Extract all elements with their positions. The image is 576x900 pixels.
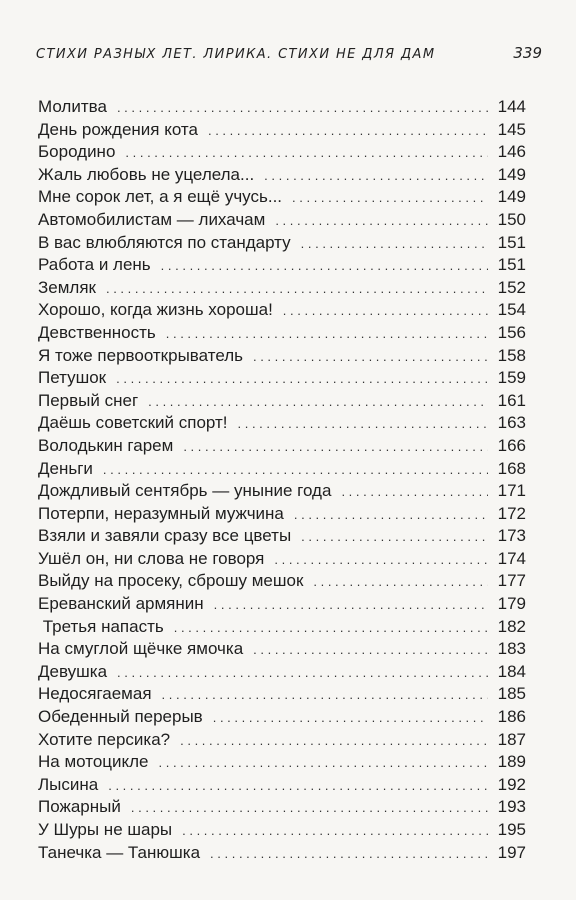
dot-leader [238,413,488,436]
toc-entry-title: Танечка — Танюшка [38,842,201,862]
toc-entry-page: 163 [497,413,526,433]
toc-entry-page: 177 [497,571,526,591]
dot-leader [161,255,488,278]
toc-entry-title: Молитва [38,97,107,116]
toc-entry [38,503,526,526]
toc-entry-page: 161 [497,390,526,410]
dot-leader [208,120,488,143]
toc-entry-page: 197 [497,842,526,862]
toc-entry-page: 146 [497,142,526,162]
dot-leader [182,820,488,843]
toc-entry [38,661,526,684]
dot-leader [103,459,488,482]
toc-entry-page: 192 [497,774,526,794]
toc-entry-title: Взяли и завяли сразу все цветы [38,526,292,546]
toc-entry-title: Мне сорок лет, а я ещё учусь... [38,187,283,207]
toc-entry-title: Потерпи, неразумный мужчина [38,503,284,523]
dot-leader [292,187,488,210]
dot-leader [301,526,488,549]
toc-entry-page: 149 [497,187,526,207]
dot-leader [148,391,488,414]
toc-entry-title: Я тоже первооткрыватель [38,345,243,365]
toc-entry-title: Ушёл он, ни слова не говоря [38,548,265,568]
toc-entry-page: 158 [497,345,526,365]
toc-entry-title: Обеденный перерыв [38,707,203,727]
toc-entry-page: 150 [497,209,526,229]
toc-entry [38,796,526,819]
toc-entry [38,435,526,458]
toc-entry-title: Девственность [38,322,156,342]
toc-entry-page: 151 [497,232,526,252]
toc-entry-title: На смуглой щёчке ямочка [38,639,244,659]
toc-entry [38,209,526,232]
toc-entry-page: 184 [497,661,526,681]
toc-entry [38,480,526,503]
toc-entry-title: Девушка [38,661,108,681]
dot-leader [180,730,488,753]
dot-leader [210,843,488,866]
toc-entry [38,751,526,774]
toc-entry-title: День рождения кота [38,119,198,139]
toc-entry [38,186,526,209]
toc-entry [38,683,526,706]
toc-entry-page: 186 [497,707,526,727]
toc-entry-page: 152 [497,277,526,297]
toc-entry-page: 159 [497,368,526,388]
toc-entry-title: Володькин гарем [38,435,174,455]
toc-entry-title: Жаль любовь не уцелела... [38,164,255,184]
toc-entry-page: 174 [497,548,526,568]
toc-entry-page: 173 [497,526,526,546]
toc-entry-page: 149 [497,164,526,184]
toc-entry [38,729,526,752]
toc-entry [38,638,526,661]
toc-entry [38,232,526,255]
toc-entry-title: Дождливый сентябрь — уныние года [38,481,332,501]
dot-leader [162,684,488,707]
toc-entry-page: 185 [497,684,526,704]
dot-leader [213,707,488,730]
toc-entry-title: Деньги [38,458,93,478]
toc-entry-title: Бородино [38,142,116,162]
toc-entry [38,254,526,277]
dot-leader [214,594,488,617]
toc-entry-page: 156 [497,322,526,342]
toc-entry-title: На мотоцикле [38,752,149,772]
dot-leader [274,549,488,572]
dot-leader [264,165,488,188]
dot-leader [253,639,488,662]
dot-leader [283,300,488,323]
toc-entry-page: 166 [497,435,526,455]
toc-entry-title: Ереванский армянин [38,594,204,614]
dot-leader [108,775,488,798]
dot-leader [174,617,488,640]
running-title: СТИХИ РАЗНЫХ ЛЕТ. ЛИРИКА. СТИХИ НЕ ДЛЯ ДАМ [36,47,436,62]
toc-entry-page: 144 [497,97,526,116]
toc-entry [38,412,526,435]
toc-entry [38,774,526,797]
toc-entry-title: Даёшь советский спорт! [38,413,228,433]
toc-entry-page: 168 [497,458,526,478]
toc-entry-title: У Шуры не шары [38,820,173,839]
toc-entry [38,96,526,119]
dot-leader [106,278,488,301]
table-of-contents [38,96,526,864]
toc-entry-title: Лысина [38,774,99,794]
toc-entry-page: 195 [497,820,526,839]
toc-entry-page: 171 [497,481,526,501]
toc-entry-title: Работа и лень [38,255,151,275]
toc-entry-page: 172 [497,503,526,523]
dot-leader [275,210,488,233]
toc-entry [38,616,526,639]
toc-entry-title: Хотите персика? [38,729,171,749]
toc-entry-title: Земляк [38,277,96,297]
dot-leader [166,323,488,346]
dot-leader [301,233,488,256]
toc-entry-title: Хорошо, когда жизнь хороша! [38,300,273,320]
toc-entry [38,141,526,164]
toc-entry-title: В вас влюбляются по стандарту [38,232,291,252]
toc-entry [38,458,526,481]
toc-entry-page: 151 [497,255,526,275]
dot-leader [294,504,488,527]
toc-entry [38,842,526,865]
toc-entry [38,299,526,322]
dot-leader [341,481,488,504]
toc-entry-title: Пожарный [38,797,121,817]
toc-entry-title: Автомобилистам — лихачам [38,209,266,229]
toc-entry [38,277,526,300]
dot-leader [117,662,488,685]
toc-entry-page: 189 [497,752,526,772]
toc-entry [38,548,526,571]
dot-leader [313,571,488,594]
toc-entry-page: 193 [497,797,526,817]
toc-entry [38,367,526,390]
dot-leader [253,346,488,369]
toc-entry-title: Первый снег [38,390,139,410]
toc-entry-title: Выйду на просеку, сброшу мешок [38,571,304,591]
dot-leader [159,752,488,775]
toc-entry-title: Петушок [38,368,107,388]
toc-entry-page: 179 [497,594,526,614]
toc-entry-page: 145 [497,119,526,139]
toc-entry [38,322,526,345]
toc-entry-page: 154 [497,300,526,320]
toc-entry [38,164,526,187]
toc-entry [38,345,526,368]
toc-entry-page: 183 [497,639,526,659]
dot-leader [125,142,488,165]
toc-entry-page: 182 [497,616,526,636]
toc-entry [38,593,526,616]
dot-leader [116,368,488,391]
toc-entry [38,570,526,593]
dot-leader [131,797,488,820]
page-number: 339 [513,44,542,62]
toc-entry [38,390,526,413]
toc-entry-page: 187 [497,729,526,749]
toc-entry [38,706,526,729]
toc-entry [38,525,526,548]
toc-entry-title: Третья напасть [38,616,164,636]
dot-leader [183,436,488,459]
toc-entry [38,119,526,142]
dot-leader [117,97,488,120]
page-header [36,44,542,62]
toc-entry-title: Недосягаемая [38,684,152,704]
toc-entry [38,819,526,842]
